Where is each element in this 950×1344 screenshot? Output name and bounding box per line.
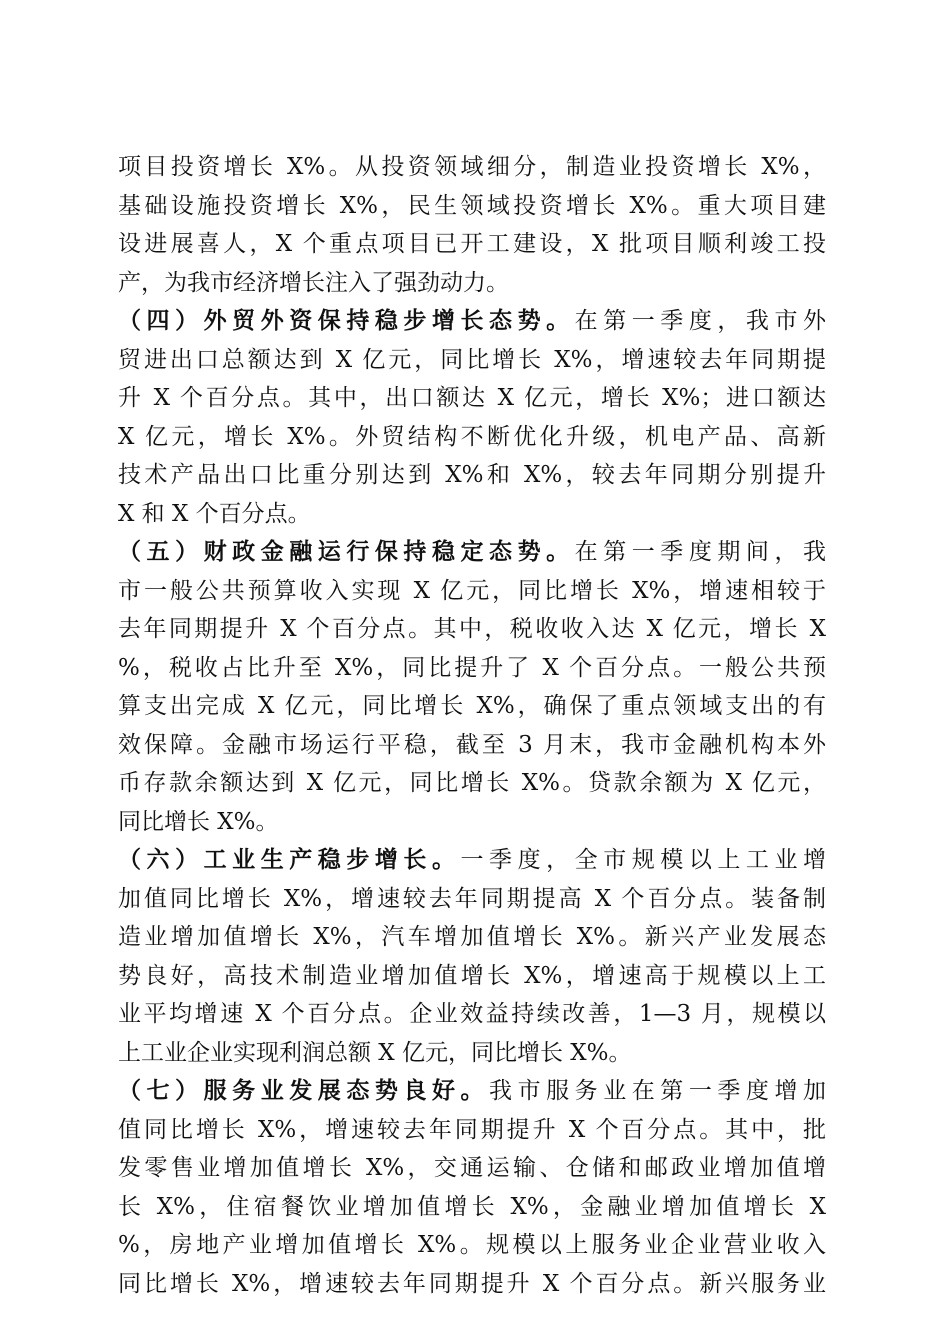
text-line: 业平均增速 X 个百分点。企业效益持续改善，1—3 月，规模以 [118, 1001, 826, 1027]
text-line: X 亿元，增长 X%。外贸结构不断优化升级，机电产品、高新 [118, 423, 826, 450]
text-line [118, 302, 826, 341]
text-line: 造业增加值增长 X%，汽车增加值增长 X%。新兴产业发展态 [118, 924, 826, 950]
section-heading: （六）工业生产稳步增长。 [118, 847, 461, 873]
text-line: 同比增长 X%，增速较去年同期提升 X 个百分点。新兴服务业 [118, 1270, 826, 1297]
text-line: 同比增长 X%。 [118, 808, 279, 835]
text-line: 市一般公共预算收入实现 X 亿元，同比增长 X%，增速相较于 [118, 577, 826, 604]
text-line: 算支出完成 X 亿元，同比增长 X%，确保了重点领域支出的有 [118, 693, 826, 719]
text-line: 加值同比增长 X%，增速较去年同期提高 X 个百分点。装备制 [118, 885, 826, 912]
document-body [118, 148, 826, 1303]
text-line [118, 533, 826, 572]
text-line: 项目投资增长 X%。从投资领域细分，制造业投资增长 X%， [118, 154, 826, 180]
text-line [118, 1072, 826, 1111]
text-line: 技术产品出口比重分别达到 X%和 X%，较去年同期分别提升 [118, 462, 826, 488]
text-line: 发零售业增加值增长 X%，交通运输、仓储和邮政业增加值增 [118, 1155, 826, 1181]
text-line: 上工业企业实现利润总额 X 亿元，同比增长 X%。 [118, 1039, 632, 1066]
text-span: 我市服务业在第一季度增加 [489, 1078, 827, 1104]
text-line: %，房地产业增加值增长 X%。规模以上服务业企业营业收入 [118, 1232, 826, 1258]
text-line: 产，为我市经济增长注入了强劲动力。 [118, 269, 509, 296]
section-heading: （七）服务业发展态势良好。 [118, 1078, 490, 1104]
text-line: 值同比增长 X%，增速较去年同期提升 X 个百分点。其中，批 [118, 1116, 826, 1143]
text-line: 去年同期提升 X 个百分点。其中，税收收入达 X 亿元，增长 X [118, 616, 826, 642]
text-line: X 和 X 个百分点。 [118, 500, 311, 527]
text-line: 效保障。金融市场运行平稳，截至 3 月末，我市金融机构本外 [118, 731, 826, 758]
text-span: 在第一季度期间，我 [574, 539, 827, 565]
text-line: %，税收占比升至 X%，同比提升了 X 个百分点。一般公共预 [118, 654, 826, 681]
text-line: 长 X%，住宿餐饮业增加值增长 X%，金融业增加值增长 X [118, 1193, 826, 1220]
text-span: 一季度，全市规模以上工业增 [460, 847, 827, 873]
text-line: 势良好，高技术制造业增加值增长 X%，增速高于规模以上工 [118, 962, 826, 989]
text-line: 设进展喜人，X 个重点项目已开工建设，X 批项目顺利竣工投 [118, 231, 826, 257]
text-line: 币存款余额达到 X 亿元，同比增长 X%。贷款余额为 X 亿元， [118, 770, 826, 796]
text-line: 基础设施投资增长 X%，民生领域投资增长 X%。重大项目建 [118, 192, 826, 219]
text-line [118, 841, 826, 880]
text-span: 在第一季度，我市外 [574, 308, 827, 334]
section-heading: （四）外贸外资保持稳步增长态势。 [118, 308, 575, 334]
text-line: 升 X 个百分点。其中，出口额达 X 亿元，增长 X%；进口额达 [118, 385, 826, 411]
text-line: 贸进出口总额达到 X 亿元，同比增长 X%，增速较去年同期提 [118, 346, 826, 373]
section-heading: （五）财政金融运行保持稳定态势。 [118, 539, 575, 565]
